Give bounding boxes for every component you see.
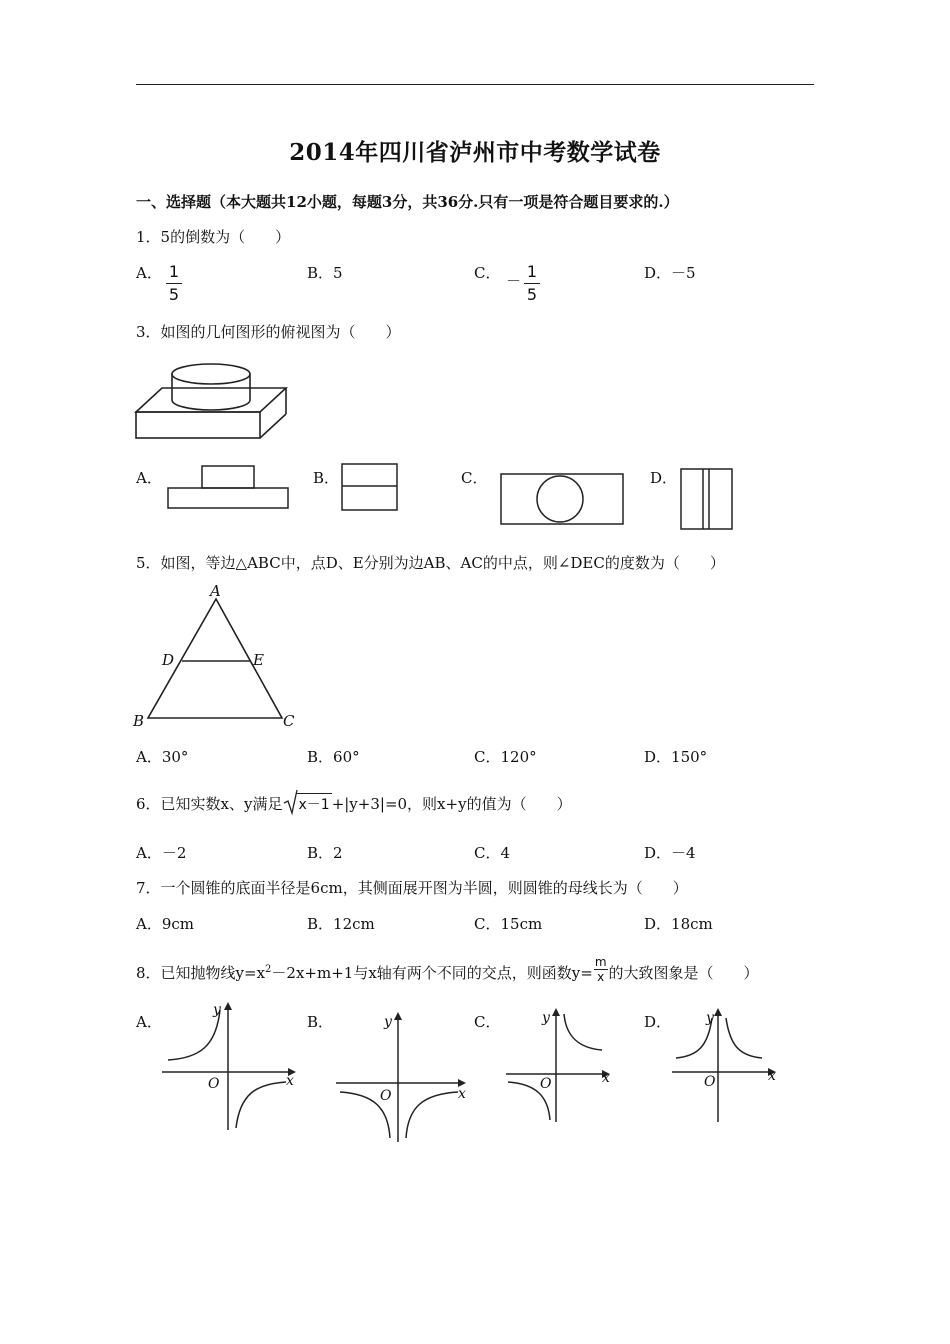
q8-a-y-label: y bbox=[213, 1002, 221, 1018]
q8-b-origin-label: O bbox=[380, 1088, 392, 1104]
q6-option-b: B．2 bbox=[307, 844, 343, 862]
q1-a-numerator: 1 bbox=[168, 262, 180, 281]
q6-option-c: C．4 bbox=[474, 844, 511, 862]
q6-option-a: A．－2 bbox=[136, 844, 187, 862]
q5-stem: 5．如图，等边△ABC中，点D、E分别为边AB、AC的中点，则∠DEC的度数为（ ） bbox=[136, 554, 725, 572]
q8-option-d: D． bbox=[644, 1013, 672, 1031]
vertex-label-e: E bbox=[253, 651, 264, 669]
section-heading: 一、选择题（本大题共12小题，每题3分，共36分.只有一项是符合题目要求的.） bbox=[136, 193, 679, 211]
q8-exponent: 2 bbox=[265, 964, 272, 975]
q3-solid-figure bbox=[134, 360, 294, 444]
q6-stem bbox=[136, 793, 572, 814]
header-rule bbox=[136, 84, 814, 85]
q8-option-c: C． bbox=[474, 1013, 501, 1031]
q5-option-c: C．120° bbox=[474, 748, 537, 766]
q3-stem: 3．如图的几何图形的俯视图为（ ） bbox=[136, 323, 401, 341]
q7-option-d: D．18cm bbox=[644, 915, 713, 933]
q8-option-a-graph bbox=[160, 1000, 300, 1135]
q8-stem-suffix: 的大致图象是（ ） bbox=[608, 964, 759, 982]
q1-a-denominator: 5 bbox=[168, 285, 180, 304]
q8-option-a: A． bbox=[136, 1013, 162, 1031]
q3-option-c-figure bbox=[499, 472, 626, 526]
vertex-label-a: A bbox=[210, 582, 221, 600]
q6-stem-prefix: 6．已知实数x、y满足 bbox=[136, 795, 283, 813]
q6-option-d: D．－4 bbox=[644, 844, 696, 862]
page-title: 2014年四川省泸州市中考数学试卷 bbox=[289, 139, 661, 166]
q3-option-c: C． bbox=[461, 469, 488, 487]
q7-option-b: B．12cm bbox=[307, 915, 375, 933]
q1-c-numerator: 1 bbox=[526, 262, 538, 281]
q7-option-a: A．9cm bbox=[136, 915, 195, 933]
q8-fraction-numerator: m bbox=[594, 954, 607, 969]
q5-option-d: D．150° bbox=[644, 748, 708, 766]
q1-option-b: B．5 bbox=[307, 264, 343, 282]
vertex-label-b: B bbox=[133, 712, 145, 730]
q3-option-b-figure bbox=[340, 462, 400, 512]
q8-c-origin-label: O bbox=[540, 1076, 552, 1092]
q3-option-a-figure bbox=[166, 464, 291, 510]
q8-option-d-graph bbox=[670, 1006, 782, 1126]
q3-option-a: A． bbox=[136, 469, 162, 487]
q6-stem-suffix: +|y+3|=0，则x+y的值为（ ） bbox=[331, 795, 572, 813]
q8-option-b-graph bbox=[334, 1010, 474, 1145]
q8-option-c-graph bbox=[504, 1006, 616, 1126]
q1-option-d: D．－5 bbox=[644, 264, 696, 282]
q1-a-fraction-bar bbox=[166, 283, 182, 284]
q8-option-b: B． bbox=[307, 1013, 334, 1031]
q5-option-b: B．60° bbox=[307, 748, 360, 766]
vertex-label-c: C bbox=[283, 712, 295, 730]
q8-c-x-label: x bbox=[602, 1070, 610, 1086]
q8-fraction-denominator: x bbox=[597, 969, 605, 984]
q6-radical bbox=[284, 795, 331, 814]
q3-option-d: D． bbox=[650, 469, 678, 487]
q5-triangle-figure bbox=[130, 582, 300, 730]
q1-option-a: A． bbox=[136, 264, 162, 282]
q1-stem: 1．5的倒数为（ ） bbox=[136, 228, 291, 246]
q8-b-y-label: y bbox=[384, 1014, 392, 1030]
q8-c-y-label: y bbox=[542, 1010, 550, 1026]
q3-option-d-figure bbox=[679, 467, 735, 531]
q1-option-c: C． bbox=[474, 264, 501, 282]
q8-b-x-label: x bbox=[458, 1086, 466, 1102]
q8-a-x-label: x bbox=[286, 1073, 294, 1089]
q8-d-origin-label: O bbox=[704, 1074, 716, 1090]
q8-d-x-label: x bbox=[768, 1068, 776, 1084]
q1-c-fraction-bar bbox=[524, 283, 540, 284]
q8-d-y-label: y bbox=[706, 1010, 714, 1026]
q8-stem bbox=[136, 954, 759, 984]
q7-stem: 7．一个圆锥的底面半径是6cm，其侧面展开图为半圆，则圆锥的母线长为（ ） bbox=[136, 879, 688, 897]
radical-sign-icon bbox=[284, 789, 298, 815]
q7-option-c: C．15cm bbox=[474, 915, 543, 933]
q8-stem-middle: －2x+m+1与x轴有两个不同的交点，则函数y= bbox=[271, 964, 593, 982]
vertex-label-d: D bbox=[162, 651, 175, 669]
q8-fraction bbox=[594, 955, 608, 984]
q3-option-b: B． bbox=[313, 469, 340, 487]
q6-radicand: x－1 bbox=[296, 793, 331, 814]
q1-c-sign: － bbox=[506, 272, 522, 290]
q8-stem-prefix: 8．已知抛物线y=x bbox=[136, 964, 266, 982]
q1-c-denominator: 5 bbox=[526, 285, 538, 304]
q8-a-origin-label: O bbox=[208, 1076, 220, 1092]
q5-option-a: A．30° bbox=[136, 748, 189, 766]
